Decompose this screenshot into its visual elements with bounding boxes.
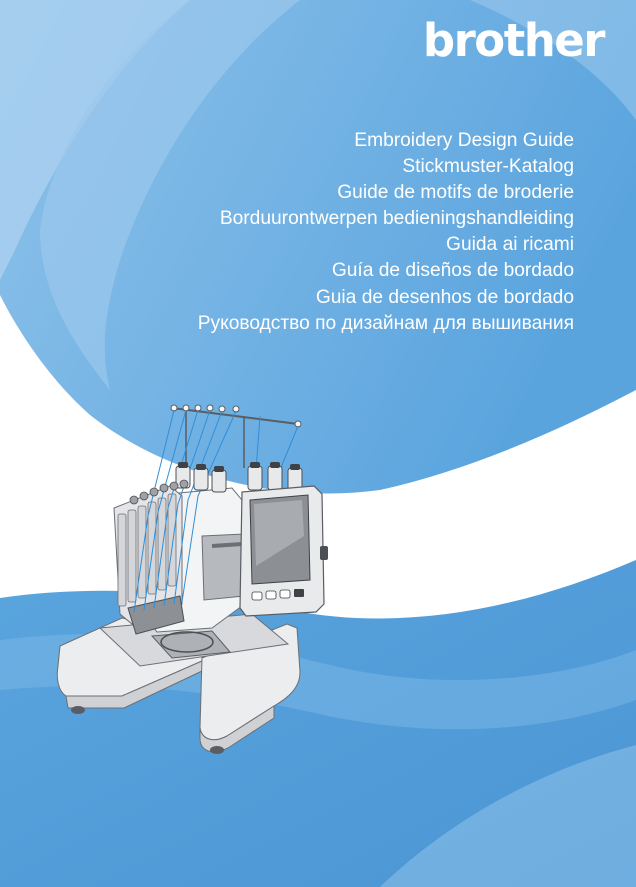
title-portuguese: Guia de desenhos de bordado (315, 286, 574, 308)
title-english: Embroidery Design Guide (354, 130, 574, 151)
brother-logo: brother (422, 14, 604, 67)
title-german: Stickmuster-Katalog (402, 156, 574, 178)
title-french: Guide de motifs de broderie (337, 182, 574, 204)
title-dutch: Borduurontwerpen bedieningshandleiding (219, 208, 574, 230)
title-spanish: Guía de diseños de bordado (331, 260, 574, 282)
title-block (198, 128, 574, 337)
title-italian: Guida ai ricami (446, 234, 574, 256)
title-russian: Руководство по дизайнам для вышивания (197, 312, 574, 334)
embroidery-machine-illustration (52, 396, 344, 760)
